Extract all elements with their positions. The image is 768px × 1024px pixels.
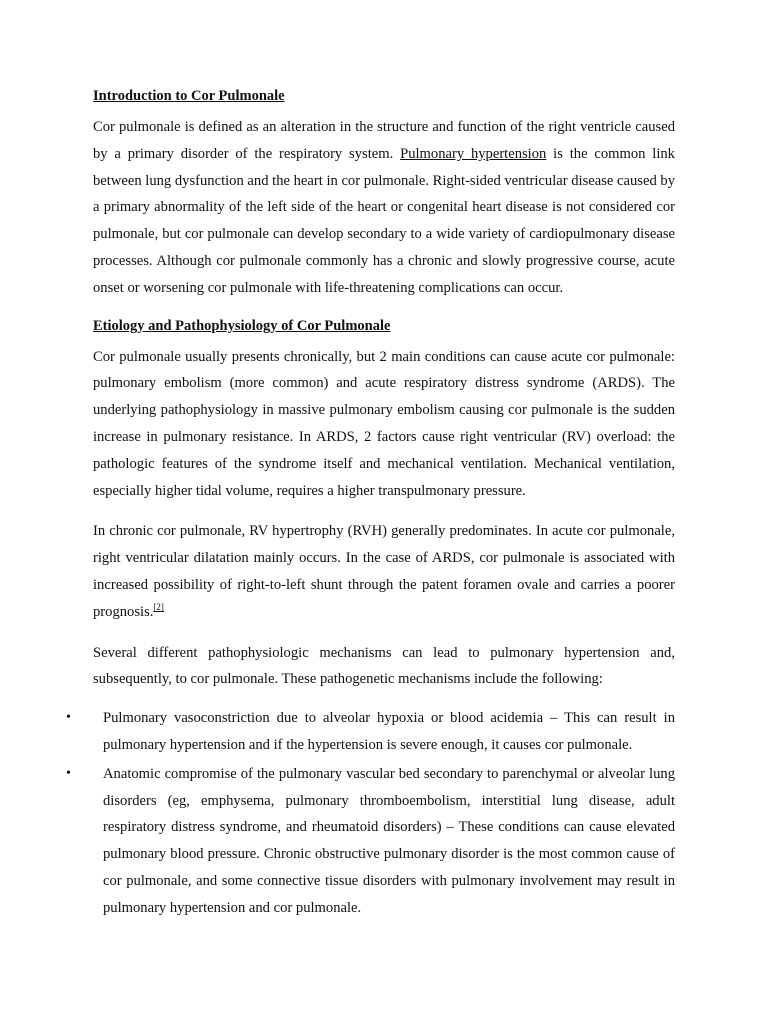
etiology-heading: Etiology and Pathophysiology of Cor Pulmonale: [93, 317, 391, 334]
list-item: [66, 705, 675, 759]
bullet-icon: •: [66, 765, 71, 781]
list-item: [66, 761, 675, 922]
etiology-paragraph-1: Cor pulmonale usually presents chronically, but 2 main conditions can cause acute cor pulmonale: pulmonary embolism (more common) and acute respiratory distress syndrome (ARDS). The underlying pathophysiology in massive pulmonary embolism causing cor pulmonale is the sudden increase in pulmonary resistance. In ARDS, 2 factors cause right ventricular (RV) overload: the pathologic features of the syndrome itself and mechanical ventilation. Mechanical ventilation, especially higher tidal volume, requires a higher transpulmonary pressure.: [93, 348, 675, 499]
intro-paragraph-part1: Cor pulmonale is defined as an alteration in the structure and function of the right ventricle caused by a primary disorder of the respiratory system.: [93, 119, 675, 162]
document-page: [66, 86, 675, 924]
reference-link-2[interactable]: [2]: [153, 601, 164, 612]
list-item-text: Pulmonary vasoconstriction due to alveolar hypoxia or blood acidemia – This can result in pulmonary hypertension and if the hypertension is severe enough, it causes cor pulmonale.: [103, 710, 675, 753]
intro-paragraph: [93, 114, 675, 302]
mechanisms-list: [66, 705, 675, 921]
list-item-text: Anatomic compromise of the pulmonary vascular bed secondary to parenchymal or alveolar lung disorders (eg, emphysema, pulmonary thromboembolism, interstitial lung disease, adult respiratory distress syndrome, and rheumatoid disorders) – These conditions can cause elevated pulmonary blood pressure. Chronic obstructive pulmonary disorder is the most common cause of cor pulmonale, and some connective tissue disorders with pulmonary involvement may result in pulmonary hypertension and cor pulmonale.: [103, 765, 675, 916]
bullet-icon: •: [66, 710, 71, 726]
pulmonary-hypertension-link[interactable]: Pulmonary hypertension: [400, 145, 547, 162]
intro-heading: Introduction to Cor Pulmonale: [93, 88, 285, 104]
etiology-paragraph-2-text: In chronic cor pulmonale, RV hypertrophy (RVH) generally predominates. In acute cor pulmonale, right ventricular dilatation mainly occurs. In the case of ARDS, cor pulmonale is associated with increased possibility of right-to-left shunt through the patent foramen ovale and carries a poorer prognosis.: [93, 523, 675, 620]
etiology-paragraph-2: [93, 518, 675, 625]
intro-paragraph-part2: is the common link between lung dysfunction and the heart in cor pulmonale. Right-sided ventricular disease caused by a primary abnormality of the left side of the heart or congenital heart disease is not considered cor pulmonale, but cor pulmonale can develop secondary to a wide variety of cardiopulmonary disease processes. Although cor pulmonale commonly has a chronic and slowly progressive course, acute onset or worsening cor pulmonale with life-threatening complications can occur.: [93, 145, 675, 296]
etiology-paragraph-3: Several different pathophysiologic mechanisms can lead to pulmonary hypertension and, subsequently, to cor pulmonale. These pathogenetic mechanisms include the following:: [93, 644, 675, 688]
